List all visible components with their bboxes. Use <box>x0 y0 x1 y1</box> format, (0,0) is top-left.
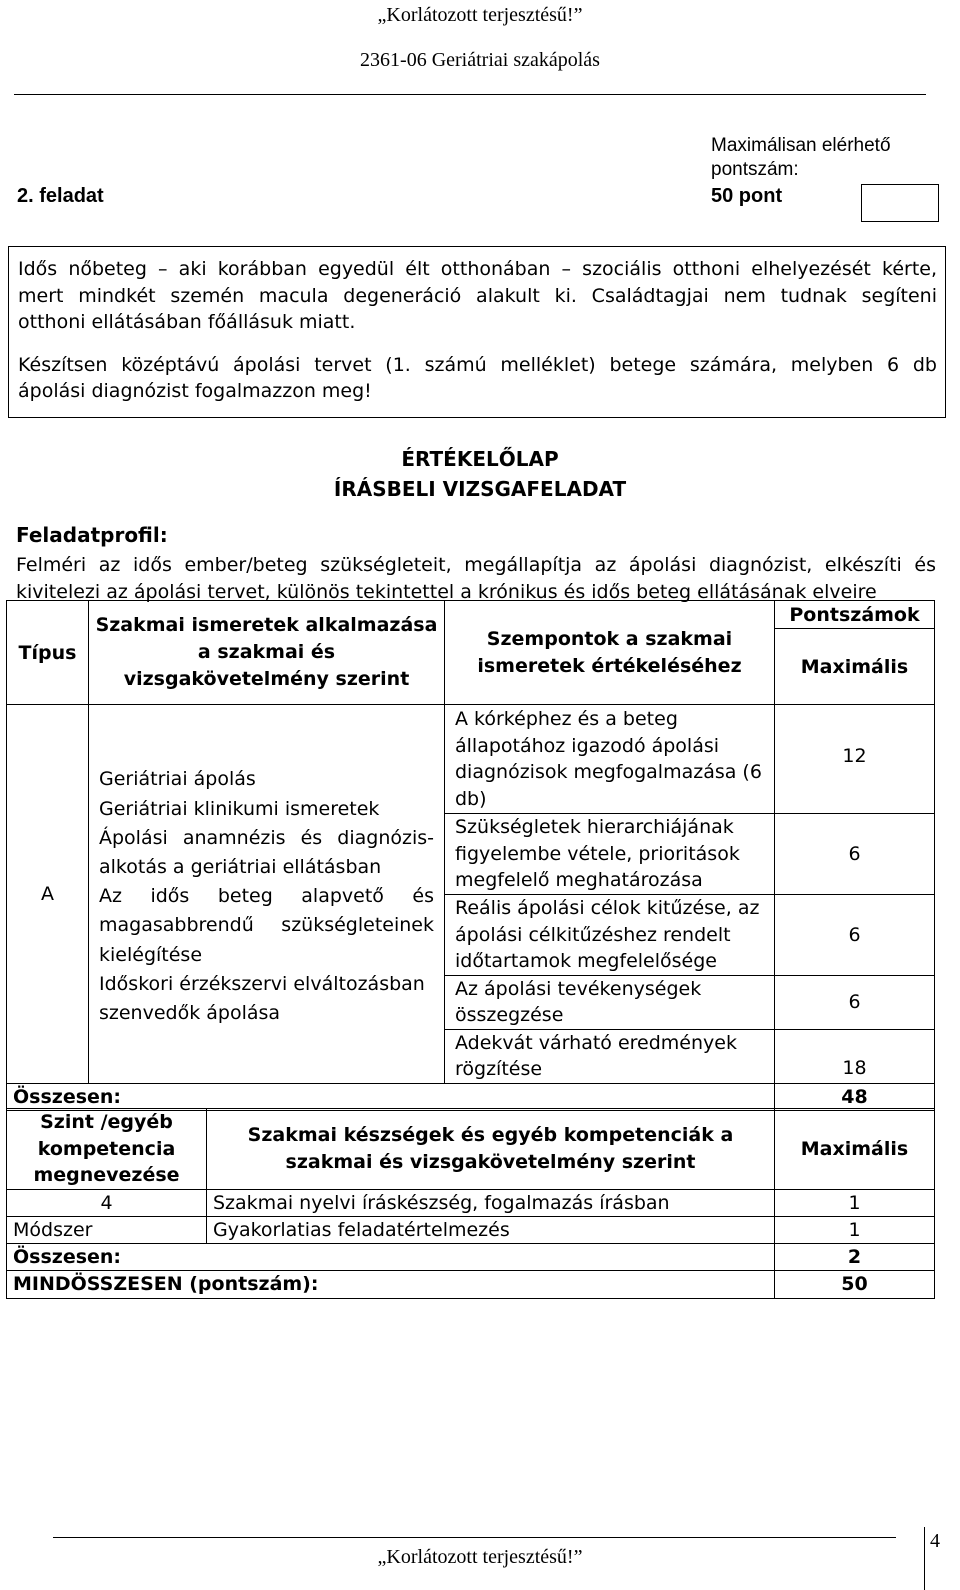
total-label: Összesen: <box>7 1083 775 1110</box>
criteria-cell: Reális ápolási célok kitűzése, az ápolási célkitűzéshez rendelt időtartamok megfelelősége <box>445 895 775 976</box>
knowledge-item: Ápolási anamnézis és diagnózis- <box>99 826 434 849</box>
task-points: 50 pont <box>711 185 783 207</box>
profile-text: Felméri az idős ember/beteg szükségleteit, megállapítja az ápolási diagnózist, elkészíti és kivitelezi az ápolási tervet, különös tekintettel a krónikus és idős beteg ellátásának elveire <box>16 554 936 603</box>
col-header-points: Pontszámok <box>775 601 935 629</box>
criteria-max: 18 <box>775 1029 935 1083</box>
task-instruction-line: ápolási diagnózist fogalmazzon meg! <box>18 380 372 402</box>
col-header-criteria: Szempontok a szakmai ismeretek értékeléséhez <box>445 601 775 705</box>
col-header-type: Típus <box>7 601 89 705</box>
profile-heading: Feladatprofil: <box>16 523 168 547</box>
competency-table <box>6 1108 935 1299</box>
criteria-max: 6 <box>775 814 935 895</box>
task-description-box <box>8 246 946 418</box>
knowledge-list <box>89 705 445 1084</box>
level-value: 4 <box>7 1189 207 1216</box>
col-header-max: Maximális <box>775 629 935 705</box>
eval-title <box>0 444 960 504</box>
total-label: Összesen: <box>7 1243 775 1270</box>
skill-text: Szakmai nyelvi íráskészség, fogalmazás írásban <box>207 1189 775 1216</box>
task-instruction-line: Készítsen középtávú ápolási tervet (1. számú melléklet) betege számára, melyben 6 db <box>18 353 937 376</box>
knowledge-table <box>6 600 935 1111</box>
knowledge-item: kielégítése <box>99 943 203 966</box>
criteria-cell: A kórképhez és a beteg állapotához igazodó ápolási diagnózisok megfogalmazása (6 db) <box>445 705 775 814</box>
knowledge-item: alkotás a geriátriai ellátásban <box>99 855 382 878</box>
criteria-max: 6 <box>775 895 935 976</box>
knowledge-item: szenvedők ápolása <box>99 1001 281 1024</box>
task-title: 2. feladat <box>17 185 104 207</box>
total-value: 48 <box>775 1083 935 1110</box>
level-value: Módszer <box>7 1216 207 1243</box>
header-divider <box>14 94 926 95</box>
task-desc-line: mert mindkét szemén macula degeneráció alakult ki. Családtagjai nem tudnak segíteni <box>18 284 937 307</box>
skill-max: 1 <box>775 1216 935 1243</box>
max-points-label: Maximálisan elérhető pontszám: <box>711 135 891 180</box>
criteria-cell: Az ápolási tevékenységek összegzése <box>445 975 775 1029</box>
eval-title-sub: ÍRÁSBELI VIZSGAFELADAT <box>333 477 627 501</box>
task-desc-line: otthoni ellátásában főállásuk miatt. <box>18 311 356 333</box>
criteria-max: 12 <box>775 705 935 814</box>
eval-title-main: ÉRTÉKELŐLAP <box>401 447 559 471</box>
footer-divider <box>53 1537 896 1538</box>
footer-restricted: „Korlátozott terjesztésű!” <box>377 1546 583 1568</box>
col-header-knowledge: Szakmai ismeretek alkalmazása a szakmai és vizsgakövetelmény szerint <box>89 601 445 705</box>
col-header-skills: Szakmai készségek és egyéb kompetenciák a szakmai és vizsgakövetelmény szerint <box>207 1109 775 1190</box>
task-desc-line: Idős nőbeteg – aki korábban egyedül élt otthonában – szociális otthoni elhelyezését kérte, <box>18 258 937 280</box>
knowledge-item: Geriátriai klinikumi ismeretek <box>99 797 380 820</box>
criteria-max: 6 <box>775 975 935 1029</box>
knowledge-item: magasabbrendű szükségleteinek <box>99 914 434 937</box>
total-value: 2 <box>775 1243 935 1270</box>
score-box[interactable] <box>861 184 939 222</box>
criteria-cell: Szükségletek hierarchiájának figyelembe vétele, prioritások megfelelő meghatározása <box>445 814 775 895</box>
skill-max: 1 <box>775 1189 935 1216</box>
page-number: 4 <box>930 1530 940 1552</box>
grand-total-value: 50 <box>775 1270 935 1298</box>
type-value: A <box>7 705 89 1084</box>
task-description <box>18 256 937 336</box>
col-header-level: Szint /egyéb kompetencia megnevezése <box>7 1109 207 1190</box>
knowledge-item: Az idős beteg alapvető és <box>99 885 434 908</box>
task-instruction <box>18 352 937 405</box>
header-restricted: „Korlátozott terjesztésű!” <box>377 4 583 26</box>
knowledge-item: Időskori érzékszervi elváltozásban <box>99 972 425 995</box>
knowledge-item: Geriátriai ápolás <box>99 768 256 791</box>
grand-total-label: MINDÖSSZESEN (pontszám): <box>7 1270 775 1298</box>
criteria-cell: Adekvát várható eredmények rögzítése <box>445 1029 775 1083</box>
skill-text: Gyakorlatias feladatértelmezés <box>207 1216 775 1243</box>
col-header-max: Maximális <box>775 1109 935 1190</box>
header-module: 2361-06 Geriátriai szakápolás <box>360 49 600 71</box>
